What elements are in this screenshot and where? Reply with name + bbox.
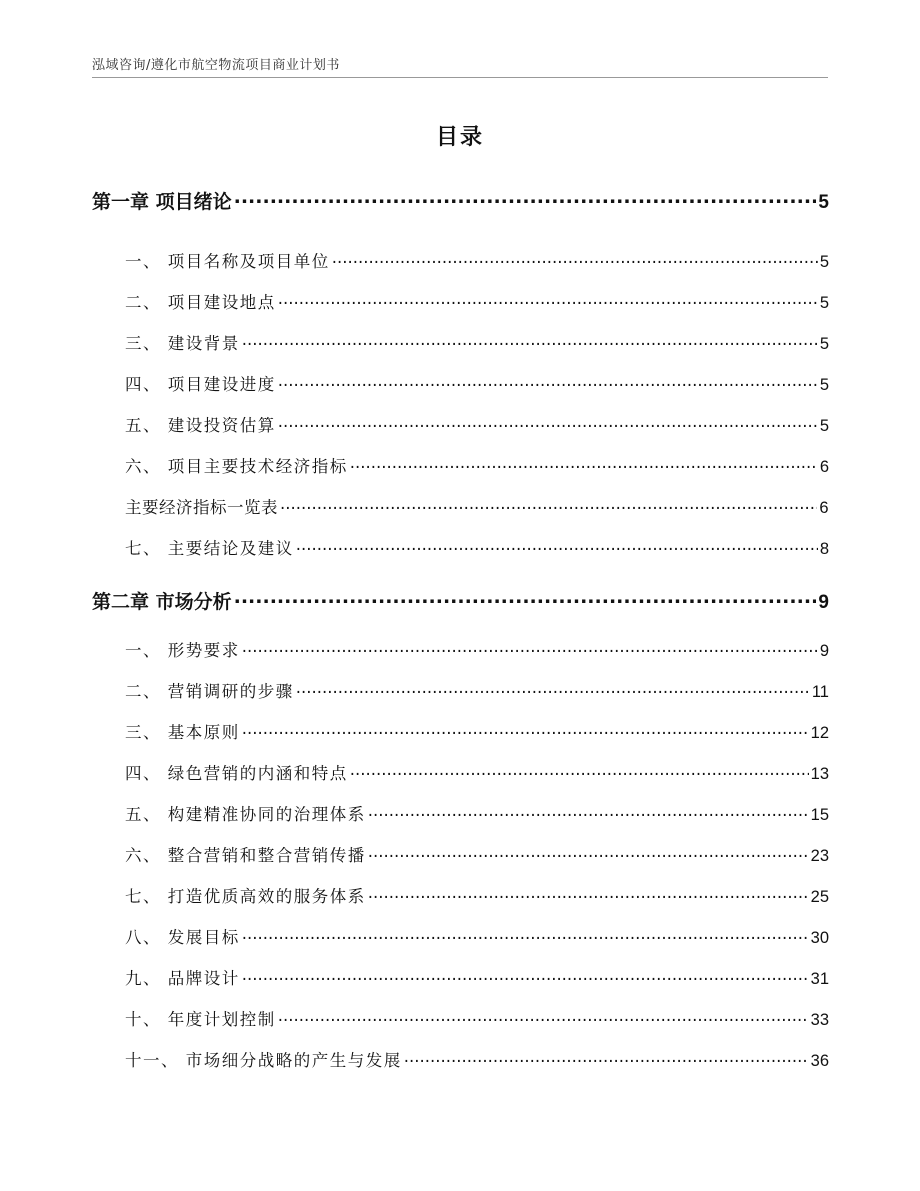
toc-entry-label: 五、 构建精准协同的治理体系 <box>125 805 366 824</box>
toc-page-number: 9 <box>818 592 829 613</box>
toc-entry-label: 四、 绿色营销的内涵和特点 <box>125 764 348 783</box>
toc-section-entry[interactable] <box>125 965 829 989</box>
toc-page-number: 31 <box>810 970 829 988</box>
toc-section-entry[interactable] <box>125 719 829 743</box>
toc-leader-dots <box>350 763 809 780</box>
toc-section-entry[interactable] <box>125 1047 829 1071</box>
toc-section-entry[interactable] <box>125 494 829 518</box>
toc-entry-label: 二、 营销调研的步骤 <box>125 682 294 701</box>
toc-entry-label: 一、 形势要求 <box>125 641 240 660</box>
toc-page-number: 15 <box>810 806 829 824</box>
toc-entry-label: 十一、 市场细分战略的产生与发展 <box>125 1051 402 1070</box>
toc-leader-dots <box>278 374 818 391</box>
toc-leader-dots <box>368 804 809 821</box>
toc-page-number: 6 <box>819 499 829 517</box>
toc-leader-dots <box>350 456 818 473</box>
toc-page-number: 12 <box>810 724 829 742</box>
toc-leader-dots <box>234 189 817 208</box>
toc-entry-label: 第二章 市场分析 <box>92 591 232 613</box>
toc-leader-dots <box>242 927 809 944</box>
toc-page-number: 13 <box>810 765 829 783</box>
toc-leader-dots <box>278 292 818 309</box>
toc-section-entry[interactable] <box>125 248 829 272</box>
toc-entry-label: 三、 建设背景 <box>125 334 240 353</box>
toc-section-entry[interactable] <box>125 453 829 477</box>
toc-section-entry[interactable] <box>125 637 829 661</box>
toc-section-entry[interactable] <box>125 1006 829 1030</box>
toc-leader-dots <box>242 640 818 657</box>
toc-leader-dots <box>296 538 818 555</box>
toc-entry-label: 五、 建设投资估算 <box>125 416 276 435</box>
toc-section-entry[interactable] <box>125 289 829 313</box>
toc-page-number: 5 <box>819 294 829 312</box>
toc-section-entry[interactable] <box>125 760 829 784</box>
toc-page-number: 8 <box>819 540 829 558</box>
toc-entry-label: 三、 基本原则 <box>125 723 240 742</box>
toc-page-number: 23 <box>810 847 829 865</box>
toc-page-number: 5 <box>819 417 829 435</box>
toc-section-entry[interactable] <box>125 330 829 354</box>
toc-leader-dots <box>296 681 810 698</box>
toc-chapter-entry[interactable] <box>92 587 829 614</box>
page-title: 目录 <box>435 125 484 150</box>
toc-page-number: 36 <box>810 1052 829 1070</box>
toc-entry-label: 主要经济指标一览表 <box>125 498 278 517</box>
toc-entry-label: 一、 项目名称及项目单位 <box>125 252 330 271</box>
toc-entry-label: 七、 主要结论及建议 <box>125 539 294 558</box>
toc-entry-label: 第一章 项目绪论 <box>92 191 232 213</box>
toc-page-number: 5 <box>818 192 829 213</box>
toc-section-entry[interactable] <box>125 883 829 907</box>
toc-page-number: 5 <box>819 376 829 394</box>
toc-leader-dots <box>242 968 809 985</box>
toc-page-number: 9 <box>819 642 829 660</box>
toc-section-entry[interactable] <box>125 842 829 866</box>
toc-leader-dots <box>278 415 818 432</box>
toc-section-entry[interactable] <box>125 535 829 559</box>
toc-leader-dots <box>368 886 809 903</box>
toc-page-number: 30 <box>810 929 829 947</box>
toc-chapter-entry[interactable] <box>92 187 829 214</box>
toc-entry-label: 十、 年度计划控制 <box>125 1010 276 1029</box>
toc-section-entry[interactable] <box>125 371 829 395</box>
toc-entry-label: 六、 项目主要技术经济指标 <box>125 457 348 476</box>
toc-leader-dots <box>234 589 817 608</box>
toc-leader-dots <box>332 251 818 268</box>
toc-leader-dots <box>404 1050 809 1067</box>
toc-page-number: 6 <box>819 458 829 476</box>
toc-page-number: 33 <box>810 1011 829 1029</box>
toc-page-number: 5 <box>819 253 829 271</box>
toc-section-entry[interactable] <box>125 412 829 436</box>
toc-section-entry[interactable] <box>125 924 829 948</box>
toc-entry-label: 七、 打造优质高效的服务体系 <box>125 887 366 906</box>
toc-section-entry[interactable] <box>125 801 829 825</box>
toc-page-number: 25 <box>810 888 829 906</box>
toc-section-entry[interactable] <box>125 678 829 702</box>
toc-leader-dots <box>242 722 809 739</box>
toc-entry-label: 八、 发展目标 <box>125 928 240 947</box>
toc-entry-label: 二、 项目建设地点 <box>125 293 276 312</box>
header-rule <box>92 77 828 78</box>
toc-entry-label: 四、 项目建设进度 <box>125 375 276 394</box>
toc-page-number: 11 <box>811 683 829 701</box>
toc-page-number: 5 <box>819 335 829 353</box>
toc-leader-dots <box>368 845 809 862</box>
toc-leader-dots <box>242 333 818 350</box>
toc-entry-label: 九、 品牌设计 <box>125 969 240 988</box>
running-header: 泓域咨询/遵化市航空物流项目商业计划书 <box>92 58 340 73</box>
toc-leader-dots <box>280 497 817 514</box>
toc-entry-label: 六、 整合营销和整合营销传播 <box>125 846 366 865</box>
toc-leader-dots <box>278 1009 809 1026</box>
